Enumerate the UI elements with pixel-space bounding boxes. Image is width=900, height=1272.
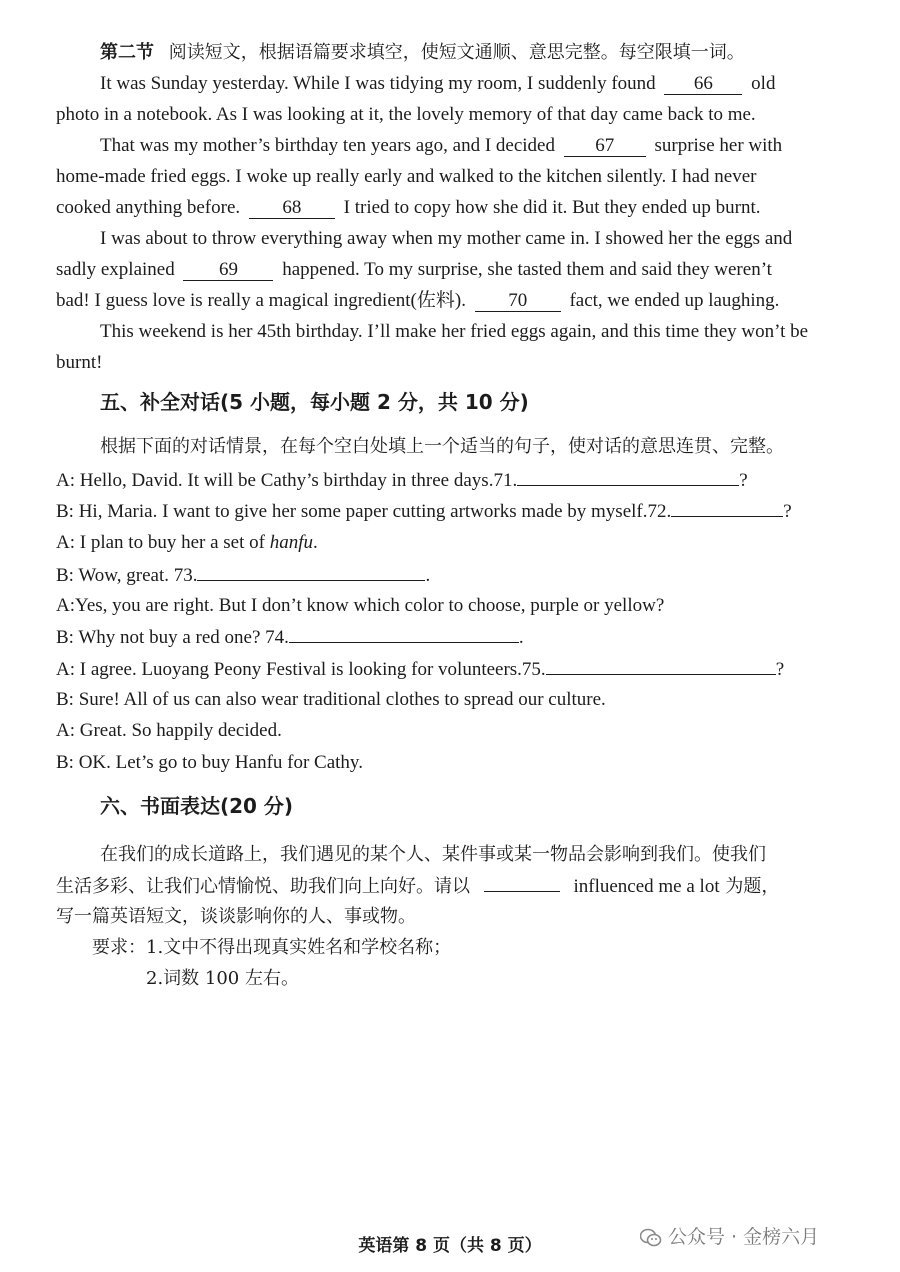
- section2-header: [100, 40, 880, 66]
- passage-line: bad! I guess love is really a magical ingredient(佐料). 70 fact, we ended up laughing.: [56, 290, 780, 311]
- blank-70[interactable]: 70: [475, 291, 561, 312]
- dialogue-line: A:Yes, you are right. But I don’t know which color to choose, purple or yellow?: [56, 595, 665, 616]
- answer-blank-72[interactable]: [671, 498, 783, 517]
- dialogue-line: B: Hi, Maria. I want to give her some paper cutting artworks made by myself.72. ?: [56, 498, 792, 525]
- passage-line: This weekend is her 45th birthday. I’ll make her fried eggs again, and this time they won’t be: [100, 321, 809, 342]
- dialogue-line: A: I agree. Luoyang Peony Festival is looking for volunteers.75. ?: [56, 656, 784, 683]
- blank-66[interactable]: 66: [664, 74, 742, 95]
- answer-blank-75[interactable]: [546, 656, 776, 675]
- passage-line: That was my mother’s birthday ten years ago, and I decided 67 surprise her with: [100, 135, 783, 156]
- passage-line: home-made fried eggs. I woke up really early and walked to the kitchen silently. I had never: [56, 166, 757, 187]
- passage-line: sadly explained 69 happened. To my surprise, she tasted them and said they weren’t: [56, 259, 772, 280]
- watermark-text: 公众号 · 金榜六月: [668, 1226, 820, 1248]
- dialogue-line: B: Wow, great. 73. .: [56, 562, 430, 589]
- dialogue-line: B: Sure! All of us can also wear traditional clothes to spread our culture.: [56, 689, 606, 710]
- passage-line: I was about to throw everything away when my mother came in. I showed her the eggs and: [100, 228, 793, 249]
- page-footer: 英语第 8 页（共 8 页）: [358, 1236, 542, 1256]
- blank-68[interactable]: 68: [249, 198, 335, 219]
- writing-prompt-line: 写一篇英语短文，谈谈影响你的人、事或物。: [56, 906, 416, 927]
- dialogue-line: B: OK. Let’s go to buy Hanfu for Cathy.: [56, 752, 363, 773]
- requirement-2: 2.词数 100 左右。: [146, 968, 299, 989]
- writing-prompt-line: 生活多彩、让我们心情愉悦、助我们向上向好。请以 influenced me a lot 为题，: [56, 873, 836, 900]
- answer-blank-73[interactable]: [197, 562, 425, 581]
- blank-69[interactable]: 69: [183, 260, 273, 281]
- dialogue-line: A: I plan to buy her a set of hanfu.: [56, 532, 318, 553]
- section2-label: 第二节: [100, 42, 154, 63]
- answer-blank-74[interactable]: [289, 624, 519, 643]
- section2-instruction: 阅读短文，根据语篇要求填空，使短文通顺、意思完整。每空限填一词。: [168, 42, 745, 63]
- section5-instruction: 根据下面的对话情景，在每个空白处填上一个适当的句子，使对话的意思连贯、完整。: [100, 436, 784, 457]
- section6-heading: 六、书面表达(20 分): [100, 794, 294, 818]
- answer-blank-71[interactable]: [517, 467, 739, 486]
- blank-67[interactable]: 67: [564, 136, 646, 157]
- topic-blank[interactable]: [484, 873, 560, 892]
- section5-heading: 五、补全对话(5 小题，每小题 2 分，共 10 分): [100, 390, 529, 414]
- passage-line: burnt!: [56, 352, 103, 373]
- wechat-icon: [640, 1228, 662, 1248]
- requirement-1: 要求：1.文中不得出现真实姓名和学校名称；: [92, 937, 452, 958]
- passage-line: photo in a notebook. As I was looking at it, the lovely memory of that day came back to me.: [56, 104, 756, 125]
- watermark: [640, 1222, 819, 1249]
- dialogue-line: A: Hello, David. It will be Cathy’s birthday in three days.71. ?: [56, 467, 748, 494]
- dialogue-line: A: Great. So happily decided.: [56, 720, 282, 741]
- dialogue-line: B: Why not buy a red one? 74. .: [56, 624, 524, 651]
- passage-line: It was Sunday yesterday. While I was tidying my room, I suddenly found 66 old: [100, 73, 776, 94]
- writing-prompt-line: 在我们的成长道路上，我们遇见的某个人、某件事或某一物品会影响到我们。使我们: [100, 844, 766, 865]
- passage-line: cooked anything before. 68 I tried to copy how she did it. But they ended up burnt.: [56, 197, 761, 218]
